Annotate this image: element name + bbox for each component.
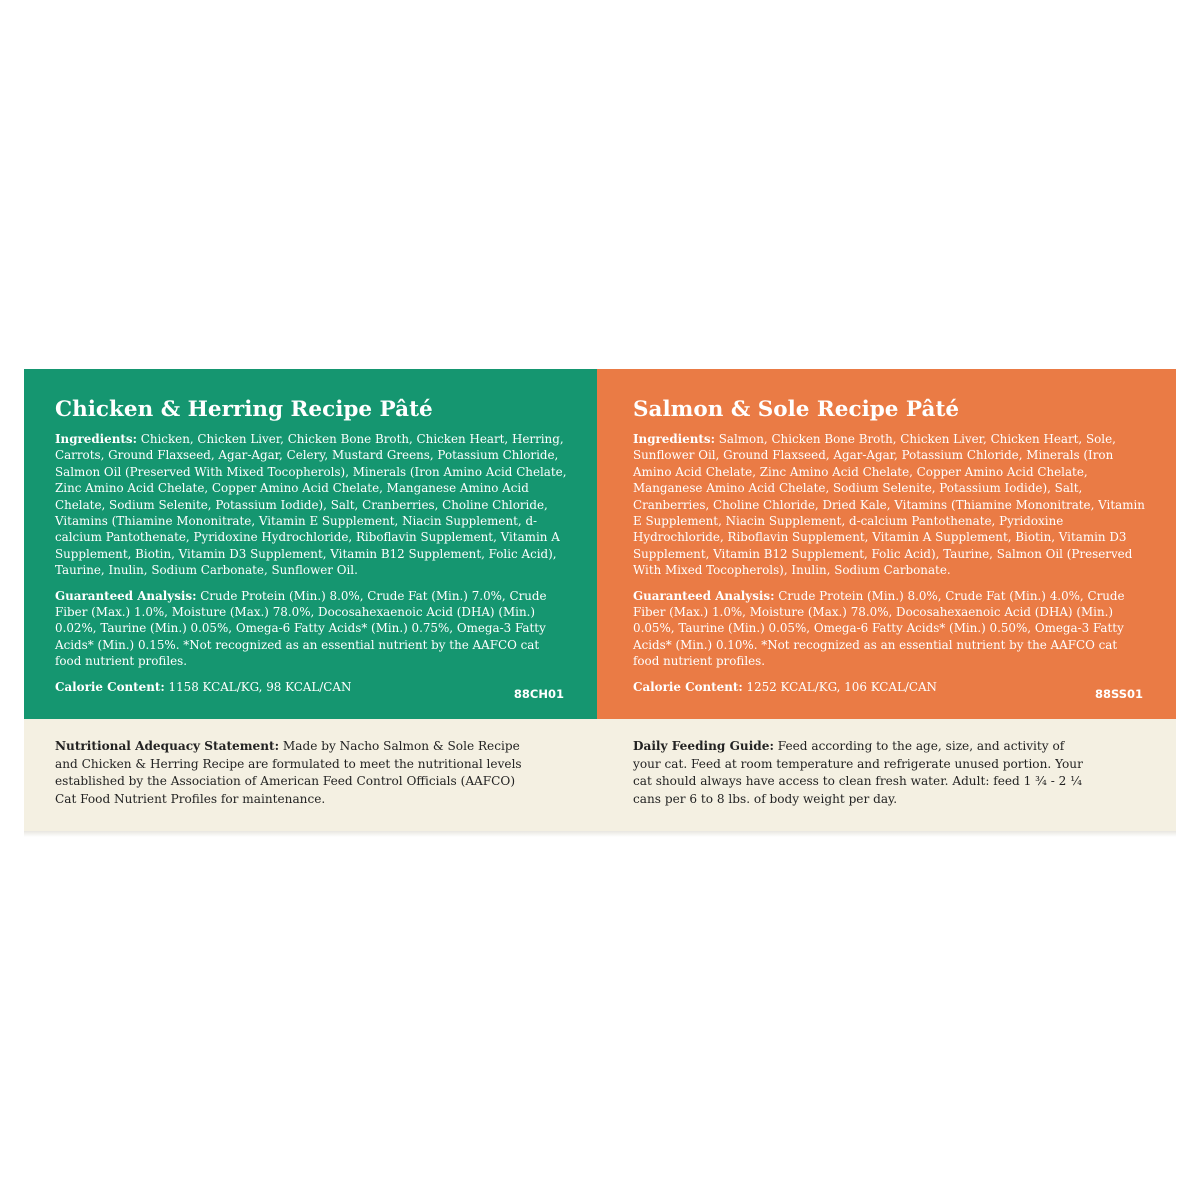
- chicken-herring-panel: [24, 369, 597, 719]
- calorie-label: Calorie Content:: [633, 679, 743, 694]
- chicken-product-code: 88CH01: [513, 687, 564, 701]
- package-side-panel: [24, 369, 1176, 835]
- salmon-ingredients: [633, 431, 1146, 579]
- analysis-label: Guaranteed Analysis:: [55, 588, 197, 603]
- analysis-text: Crude Protein (Min.) 8.0%, Crude Fat (Min.) 4.0%, Crude Fiber (Max.) 1.0%, Moisture (Max.) 78.0%, Docosahexaenoic Acid (DHA) (Min.) 0.05%, Taurine (Min.) 0.05%, Omega-6 Fatty Acids* (Min.) 0.50%, Omega-3 Fatty Acids* (Min.) 0.10%. *Not recognized as an essential nutrient by the AAFCO cat food nutrient profiles.: [633, 588, 1125, 669]
- chicken-guaranteed-analysis: [55, 588, 567, 670]
- analysis-label: Guaranteed Analysis:: [633, 588, 775, 603]
- ingredients-label: Ingredients:: [633, 431, 715, 446]
- ingredients-text: Salmon, Chicken Bone Broth, Chicken Liver, Chicken Heart, Sole, Sunflower Oil, Ground Flaxseed, Agar-Agar, Potassium Chloride, Minerals (Iron Amino Acid Chelate, Zinc Amino Acid Chelate, Copper Amino Acid Chelate, Manganese Amino Acid Chelate, Sodium Selenite, Potassium Iodide), Salt, Cranberries, Choline Chloride, Dried Kale, Vitamins (Thiamine Mononitrate, Vitamin E Supplement, Niacin Supplement, d-calcium Pantothenate, Pyridoxine Hydrochloride, Riboflavin Supplement, Vitamin A Supplement, Biotin, Vitamin D3 Supplement, Vitamin B12 Supplement, Folic Acid), Taurine, Salmon Oil (Preserved With Mixed Tocopherols), Inulin, Sodium Carbonate.: [633, 431, 1145, 578]
- calorie-label: Calorie Content:: [55, 679, 165, 694]
- feeding-label: Daily Feeding Guide:: [633, 739, 774, 753]
- calorie-text: 1158 KCAL/KG, 98 KCAL/CAN: [164, 679, 352, 694]
- salmon-calorie-content: [633, 679, 1146, 695]
- adequacy-text: Made by Nacho Salmon & Sole Recipe and Chicken & Herring Recipe are formulated to meet the nutritional levels established by the Association of American Feed Control Officials (AAFCO) Cat Food Nutrient Profiles for maintenance.: [55, 739, 522, 806]
- adequacy-label: Nutritional Adequacy Statement:: [55, 739, 280, 753]
- calorie-text: 1252 KCAL/KG, 106 KCAL/CAN: [742, 679, 937, 694]
- chicken-calorie-content: [55, 679, 567, 695]
- chicken-herring-title: Chicken & Herring Recipe Pâté: [55, 397, 433, 422]
- ingredients-text: Chicken, Chicken Liver, Chicken Bone Broth, Chicken Heart, Herring, Carrots, Ground Flaxseed, Agar-Agar, Celery, Mustard Greens, Potassium Chloride, Salmon Oil (Preserved With Mixed Tocopherols), Minerals (Iron Amino Acid Chelate, Zinc Amino Acid Chelate, Copper Amino Acid Chelate, Manganese Amino Acid Chelate, Sodium Selenite, Potassium Iodide), Salt, Cranberries, Choline Chloride, Vitamins (Thiamine Mononitrate, Vitamin E Supplement, Niacin Supplement, d-calcium Pantothenate, Pyridoxine Hydrochloride, Riboflavin Supplement, Vitamin A Supplement, Biotin, Vitamin D3 Supplement, Vitamin B12 Supplement, Folic Acid), Taurine, Inulin, Sodium Carbonate, Sunflower Oil.: [55, 431, 567, 578]
- salmon-guaranteed-analysis: [633, 588, 1146, 670]
- ingredients-label: Ingredients:: [55, 431, 137, 446]
- feeding-text: Feed according to the age, size, and activity of your cat. Feed at room temperature and refrigerate unused portion. Your cat should always have access to clean fresh water. Adult: feed 1 ¾ - 2 ¼ cans per 6 to 8 lbs. of body weight per day.: [633, 739, 1083, 806]
- chicken-ingredients: [55, 431, 567, 579]
- salmon-sole-title: Salmon & Sole Recipe Pâté: [633, 397, 960, 422]
- salmon-product-code: 88SS01: [1094, 687, 1143, 701]
- statements-strip: [24, 719, 1176, 831]
- analysis-text: Crude Protein (Min.) 8.0%, Crude Fat (Min.) 7.0%, Crude Fiber (Max.) 1.0%, Moisture (Max.) 78.0%, Docosahexaenoic Acid (DHA) (Min.) 0.02%, Taurine (Min.) 0.05%, Omega-6 Fatty Acids* (Min.) 0.75%, Omega-3 Fatty Acids* (Min.) 0.15%. *Not recognized as an essential nutrient by the AAFCO cat food nutrient profiles.: [55, 588, 547, 669]
- daily-feeding-guide: [633, 738, 1093, 808]
- nutritional-adequacy-statement: [55, 738, 525, 808]
- salmon-sole-panel: [597, 369, 1176, 719]
